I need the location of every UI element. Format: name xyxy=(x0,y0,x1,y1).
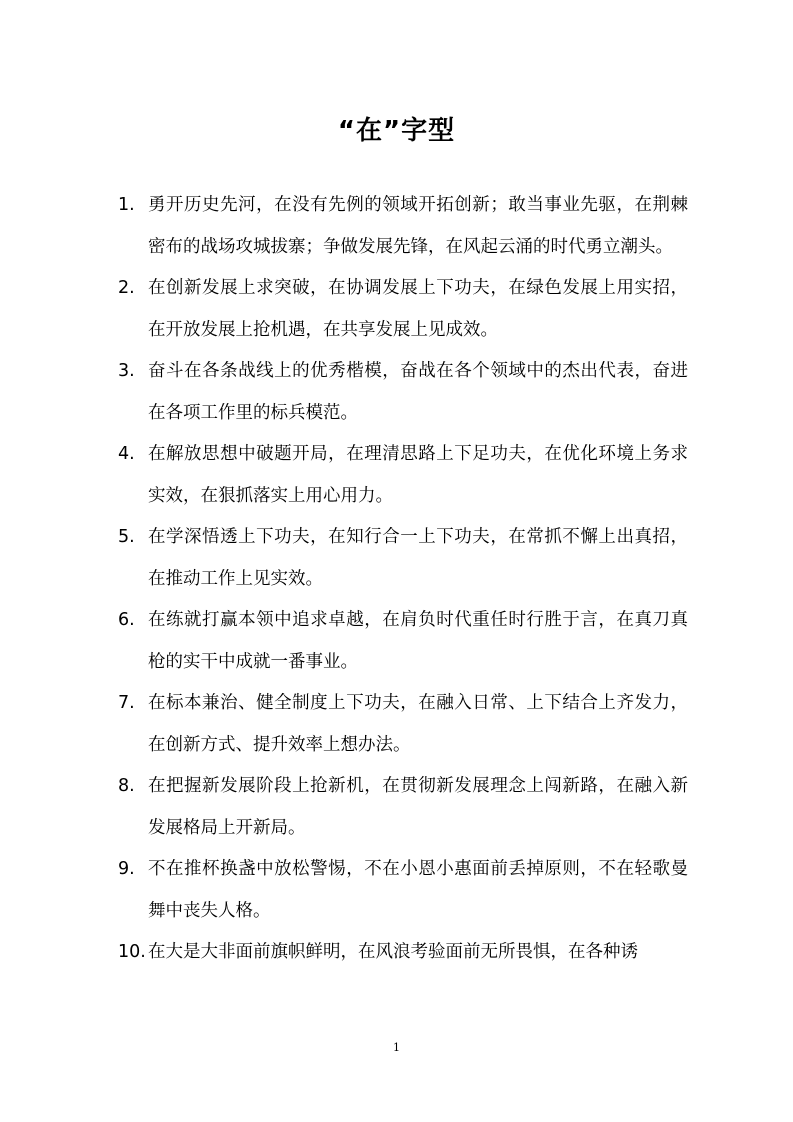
list-item-number: 6. xyxy=(118,610,135,630)
list-item xyxy=(118,517,688,600)
list-item xyxy=(118,600,688,683)
list-item-number: 3. xyxy=(118,361,135,381)
list-item-number: 9. xyxy=(118,859,135,879)
list-item xyxy=(118,434,688,517)
list-item-text: 在大是大非面前旗帜鲜明，在风浪考验面前无所畏惧，在各种诱 xyxy=(148,942,638,962)
list-item-text: 在创新发展上求突破，在协调发展上下功夫，在绿色发展上用实招，在开放发展上抢机遇，在共享发展上见成效。 xyxy=(148,278,688,340)
list-item xyxy=(118,932,688,974)
list-item xyxy=(118,185,688,268)
list-item-text: 在练就打赢本领中追求卓越，在肩负时代重任时行胜于言，在真刀真枪的实干中成就一番事业。 xyxy=(148,610,688,672)
numbered-list xyxy=(118,185,688,974)
list-item-text: 在把握新发展阶段上抢新机，在贯彻新发展理念上闯新路，在融入新发展格局上开新局。 xyxy=(148,776,688,838)
page-number: 1 xyxy=(393,1041,400,1054)
list-item-number: 8. xyxy=(118,776,135,796)
list-item-number: 2. xyxy=(118,278,135,298)
list-item-number: 5. xyxy=(118,527,135,547)
list-item-number: 10. xyxy=(118,942,146,962)
page-title: “在”字型 xyxy=(337,116,456,146)
list-item-text: 在学深悟透上下功夫，在知行合一上下功夫，在常抓不懈上出真招，在推动工作上见实效。 xyxy=(148,527,688,589)
list-item-text: 在标本兼治、健全制度上下功夫，在融入日常、上下结合上齐发力，在创新方式、提升效率上想办法。 xyxy=(148,693,688,755)
list-item xyxy=(118,683,688,766)
list-item xyxy=(118,766,688,849)
list-item-text: 勇开历史先河，在没有先例的领域开拓创新；敢当事业先驱，在荆棘密布的战场攻城拔寨；争做发展先锋，在风起云涌的时代勇立潮头。 xyxy=(148,195,688,257)
list-item-number: 4. xyxy=(118,444,135,464)
list-item xyxy=(118,351,688,434)
list-item xyxy=(118,849,688,932)
list-item-text: 在解放思想中破题开局，在理清思路上下足功夫，在优化环境上务求实效，在狠抓落实上用心用力。 xyxy=(148,444,688,506)
list-item-text: 奋斗在各条战线上的优秀楷模，奋战在各个领域中的杰出代表，奋进在各项工作里的标兵模范。 xyxy=(148,361,688,423)
list-item xyxy=(118,268,688,351)
list-item-text: 不在推杯换盏中放松警惕，不在小恩小惠面前丢掉原则，不在轻歌曼舞中丧失人格。 xyxy=(148,859,688,921)
list-item-number: 1. xyxy=(118,195,135,215)
list-item-number: 7. xyxy=(118,693,135,713)
